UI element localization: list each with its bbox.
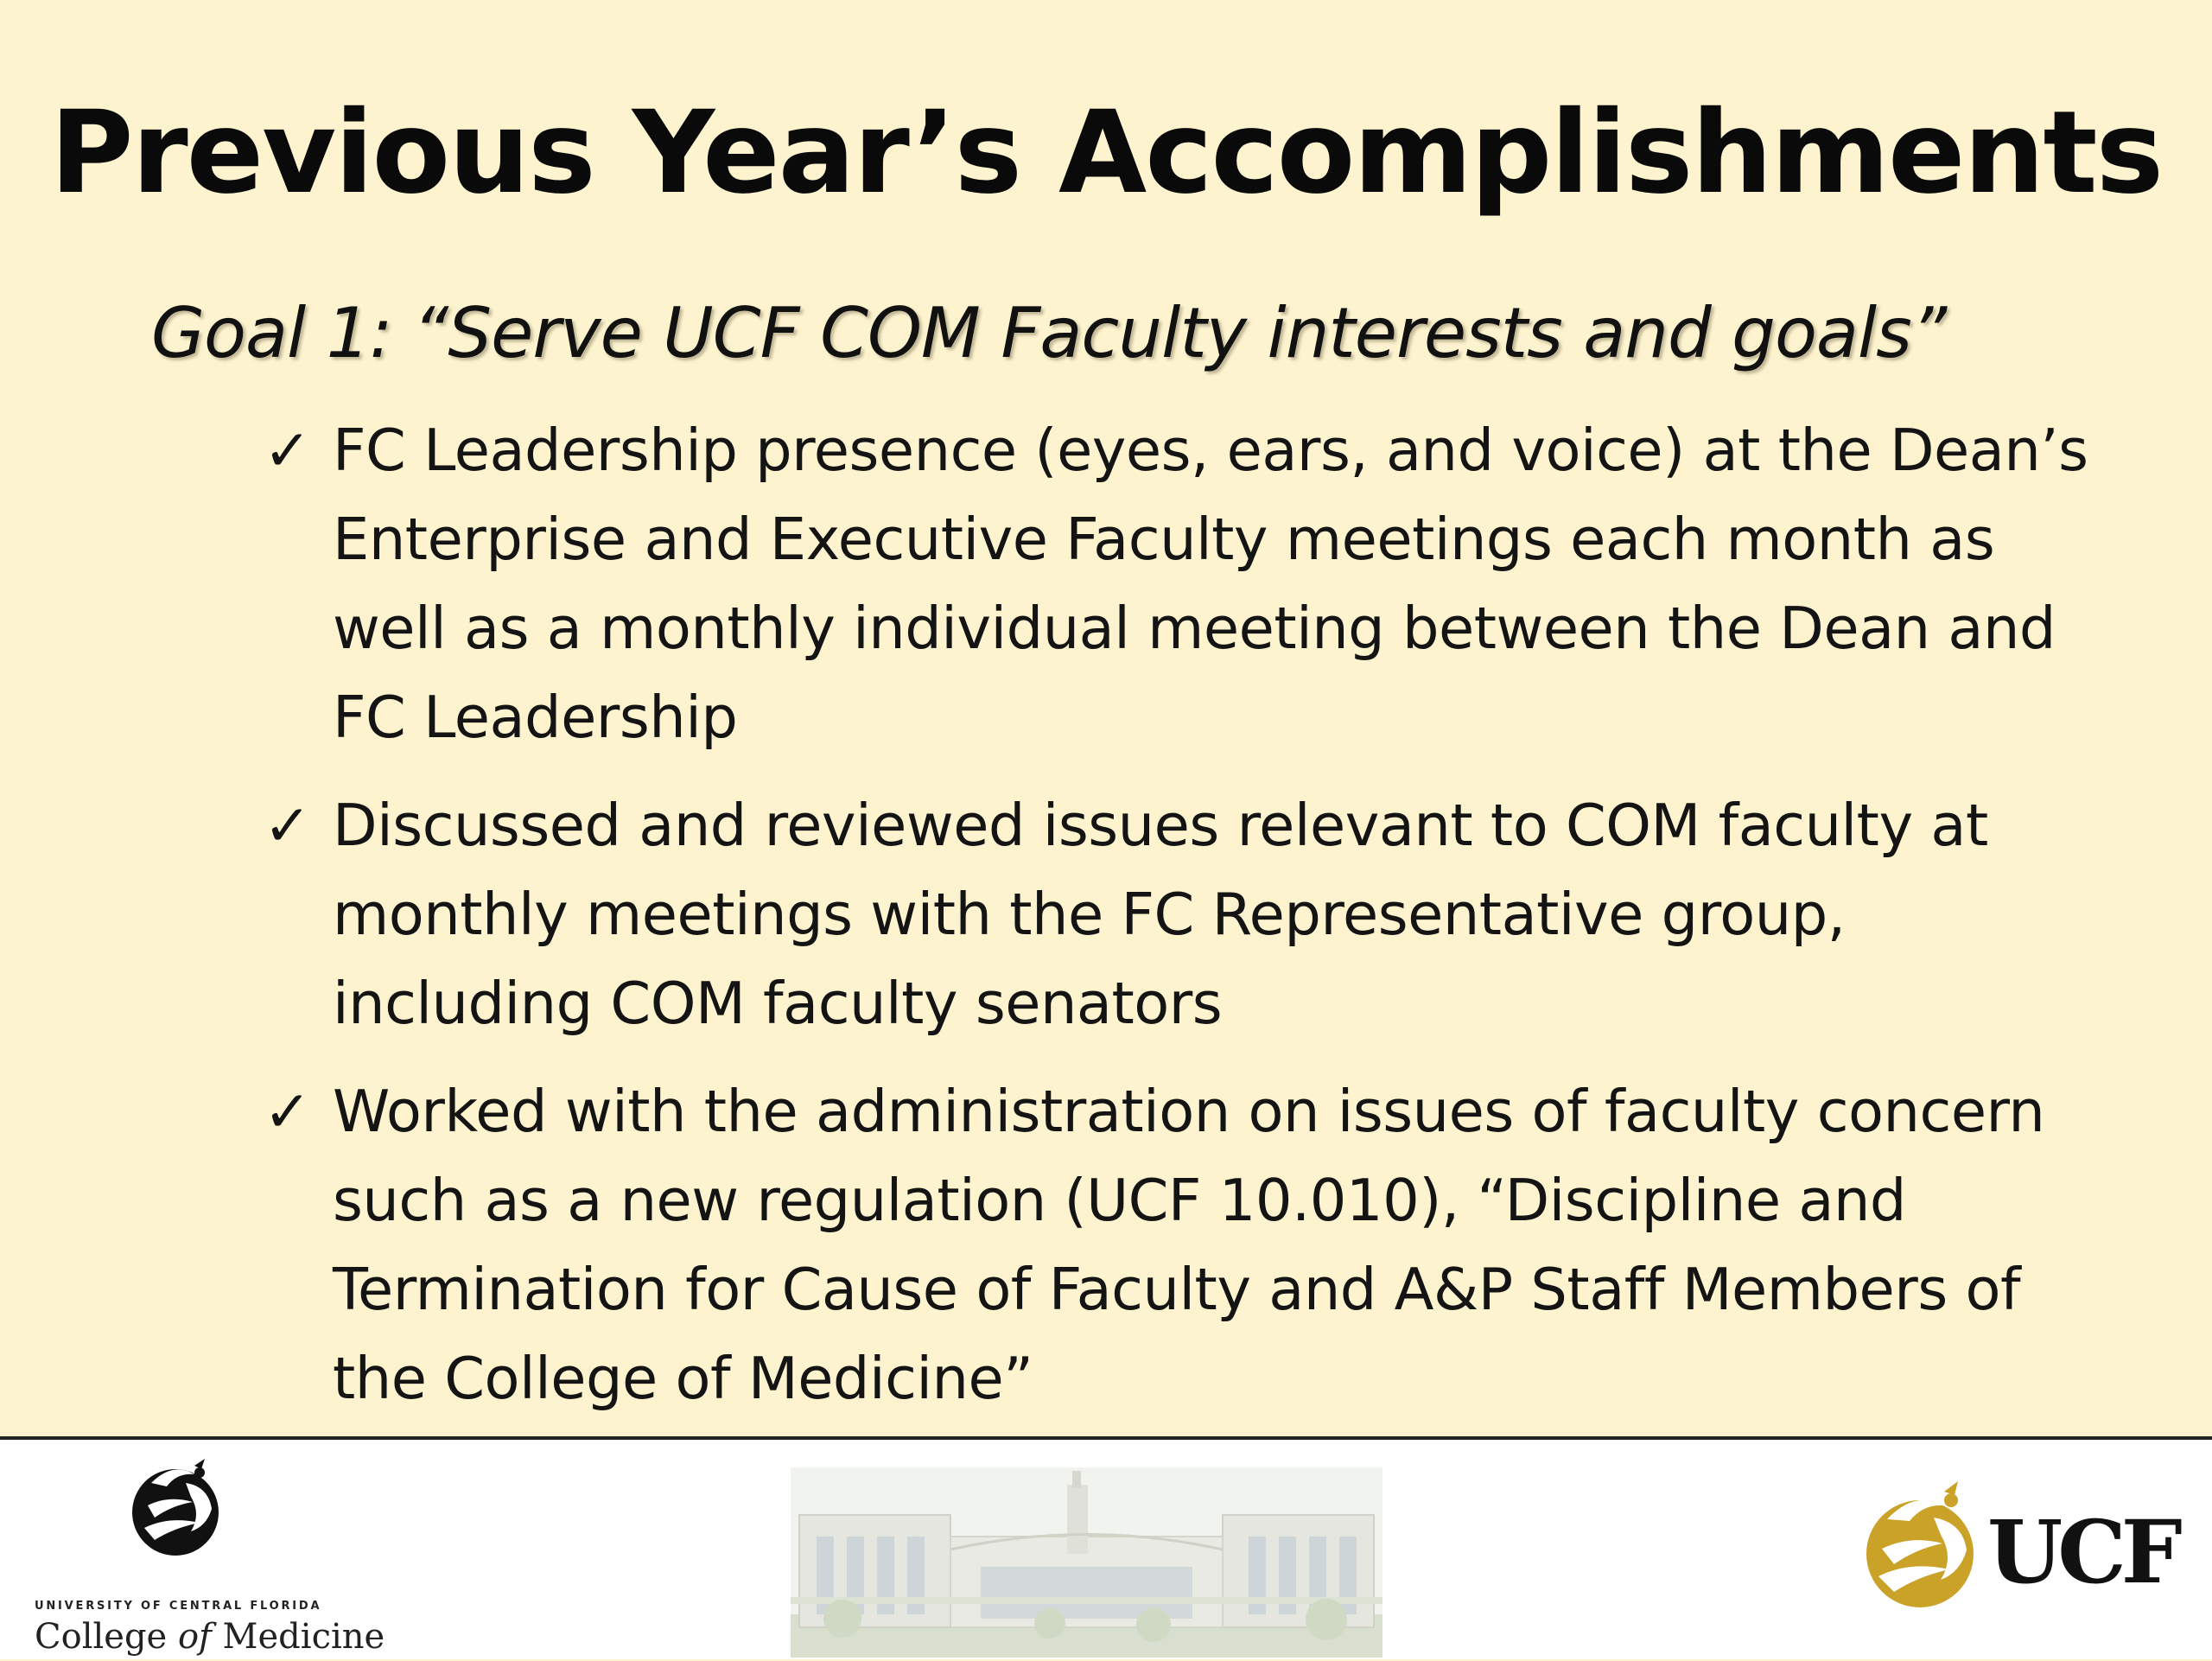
bullet-list — [264, 406, 2095, 1442]
of-word: of — [177, 1617, 212, 1657]
ucf-wordmark: UCF — [1987, 1501, 2177, 1603]
medicine-word: Medicine — [211, 1617, 385, 1657]
university-name: UNIVERSITY OF CENTRAL FLORIDA — [35, 1600, 322, 1613]
bullet-item — [264, 406, 2095, 762]
pegasus-icon — [125, 1457, 229, 1561]
college-of-medicine-logo — [35, 1457, 385, 1657]
college-name — [35, 1617, 385, 1657]
ucf-logo — [1858, 1474, 2186, 1621]
goal-heading: Goal 1: “Serve UCF COM Faculty interests and goals” — [151, 293, 1947, 373]
bullet-text: FC Leadership presence (eyes, ears, and voice) at the Dean’s Enterprise and Executive Faculty meetings each month as well as a monthly individual meeting between the Dean and FC Leadership — [333, 417, 2088, 751]
check-icon: ✓ — [264, 1079, 311, 1145]
bullet-item — [264, 1067, 2095, 1423]
bullet-item — [264, 781, 2095, 1048]
check-icon: ✓ — [264, 417, 311, 484]
building-image — [791, 1467, 1382, 1658]
slide-title: Previous Year’s Accomplishments — [49, 86, 2163, 220]
college-word: College — [35, 1617, 178, 1657]
slide-footer — [0, 1436, 2212, 1659]
bullet-text: Worked with the administration on issues of faculty concern such as a new regulation (UCF 10.010), “Discipline and Termination for Cause of Faculty and A&P Staff Members of the College of Medicine” — [333, 1078, 2045, 1412]
check-icon: ✓ — [264, 792, 311, 859]
bullet-text: Discussed and reviewed issues relevant to COM faculty at monthly meetings with the FC Representative group, including COM faculty senators — [333, 792, 1988, 1037]
pegasus-gold-icon — [1858, 1474, 1987, 1621]
